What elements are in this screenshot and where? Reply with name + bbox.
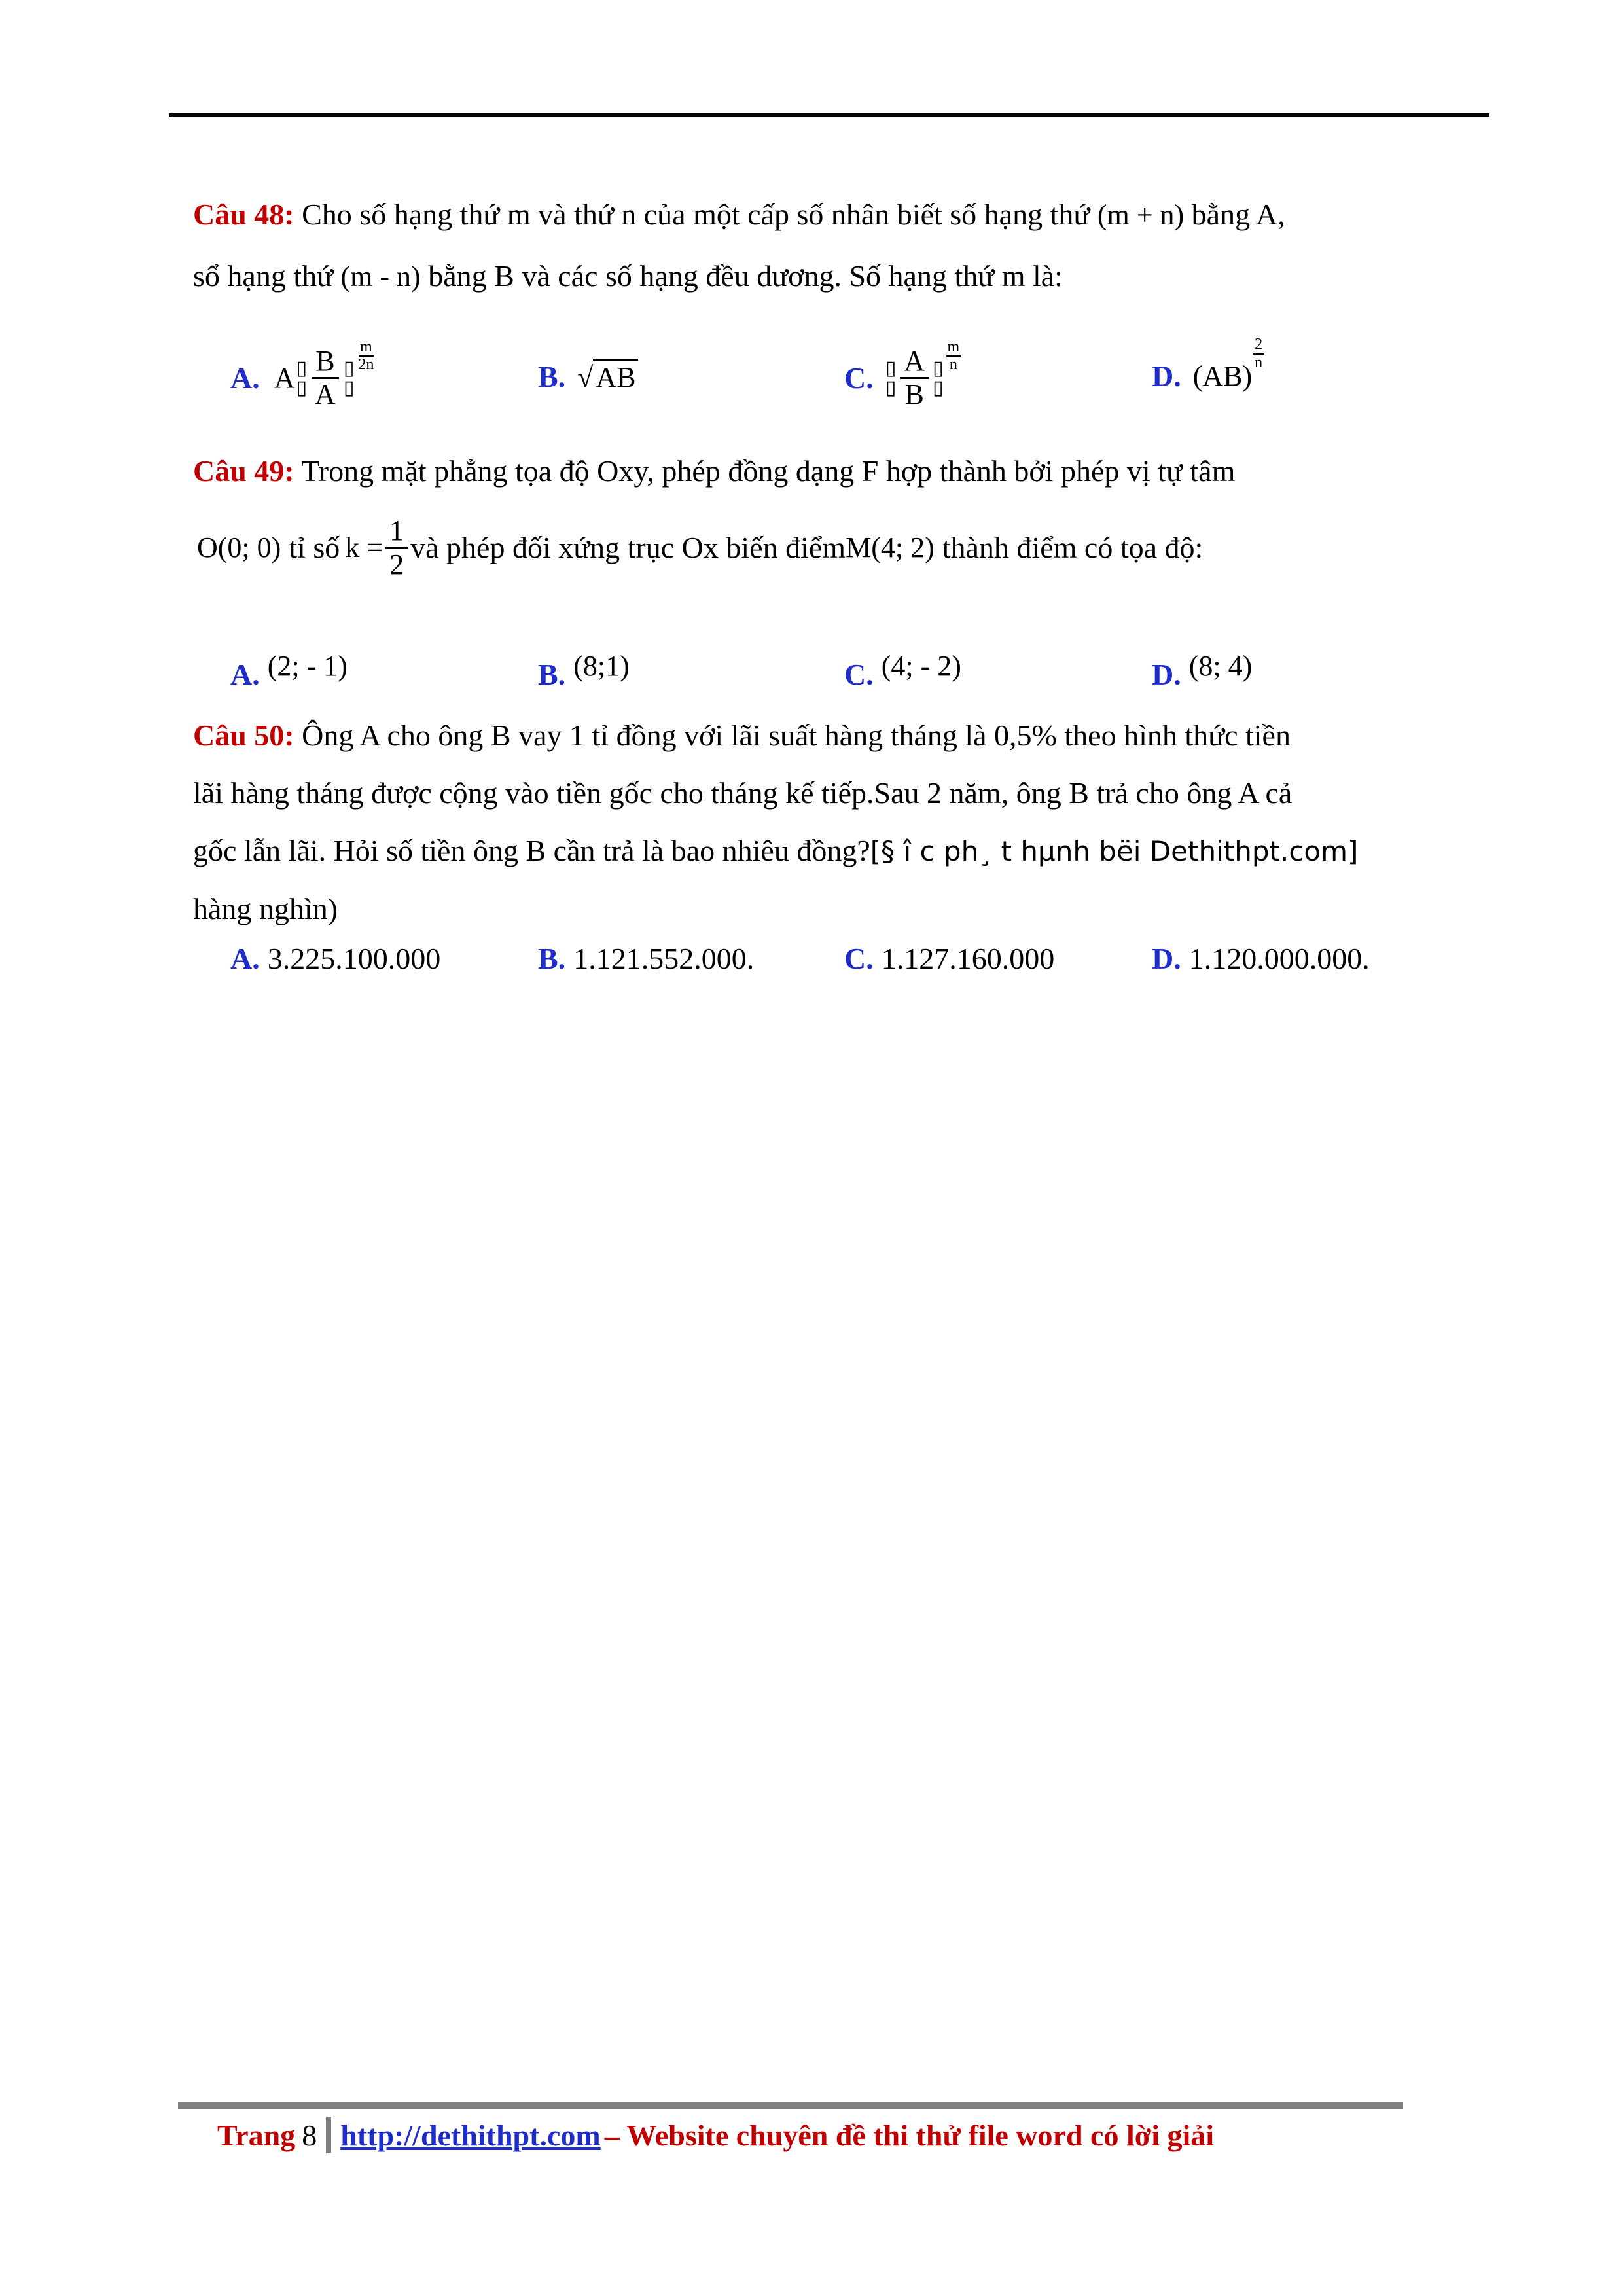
option-label: A. — [230, 658, 260, 691]
option-value: 1.120.000.000. — [1188, 942, 1370, 975]
fraction-numerator: B — [312, 346, 338, 379]
question-text: và phép đối xứng trục Ox biến điểm — [410, 531, 846, 565]
option-label: A. — [230, 942, 260, 975]
question-text: gốc lẫn lãi. Hỏi số tiền ông B cần trả là bao nhiêu đồng? — [193, 834, 870, 867]
option-value: 1.121.552.000. — [573, 942, 755, 975]
footer-separator — [326, 2117, 331, 2153]
option-label: D. — [1152, 359, 1181, 393]
fraction — [900, 346, 929, 411]
exponent-numerator: m — [359, 339, 374, 357]
fraction-denominator: B — [904, 378, 924, 411]
option-value: (4; - 2) — [881, 650, 961, 682]
question-text: Cho số hạng thứ m và thứ n của một cấp số nhân biết số hạng thứ — [294, 198, 1097, 231]
question-text: Ông A cho ông B vay 1 tỉ đồng với lãi suất hàng tháng là 0,5% theo hình thức tiền — [294, 719, 1291, 752]
question-label: Câu 48: — [193, 198, 294, 231]
option-label: B. — [538, 658, 566, 691]
question-label: Câu 49: — [193, 454, 294, 488]
option-label: C. — [844, 942, 874, 975]
question-text: tỉ số — [289, 531, 340, 565]
option-c[interactable] — [844, 941, 1054, 976]
option-d[interactable] — [1152, 640, 1252, 692]
right-bracket-icon: ▯ ▯ — [933, 357, 944, 399]
exponent-denominator: n — [949, 355, 957, 373]
question-48 — [193, 196, 1417, 295]
option-c[interactable] — [844, 640, 961, 692]
left-bracket-icon: ▯ ▯ — [296, 357, 308, 399]
fraction-numerator: 1 — [385, 515, 408, 548]
exponent-numerator: 2 — [1253, 336, 1264, 354]
right-bracket-icon: ▯ ▯ — [343, 357, 355, 399]
option-a[interactable] — [230, 941, 440, 976]
question-text: bằng B và các số hạng đều dương. Số hạng thứ m là: — [420, 259, 1063, 293]
watermark-text: [§ î c ph¸ t hµnh bëi Dethithpt.com] — [870, 835, 1359, 867]
option-b[interactable] — [538, 640, 630, 692]
footer-tagline: – Website chuyên đề thi thử file word có lời giải — [604, 2118, 1215, 2152]
fraction — [311, 346, 340, 411]
option-label: B. — [538, 359, 566, 393]
math-expression: k = — [345, 531, 383, 564]
question-50 — [193, 707, 1417, 938]
left-bracket-icon: ▯ ▯ — [885, 357, 897, 399]
option-label: C. — [844, 658, 874, 691]
fraction-denominator: 2 — [389, 548, 404, 581]
exponent-denominator: n — [1255, 353, 1263, 371]
option-value: (8; 4) — [1188, 650, 1253, 682]
question-text: Trong mặt phẳng tọa độ Oxy, phép đồng dạng F hợp thành bởi phép vị tự tâm — [294, 454, 1236, 488]
fraction-numerator: A — [900, 346, 929, 379]
option-value: 3.225.100.000 — [267, 942, 441, 975]
fraction — [385, 515, 408, 581]
exponent — [357, 339, 375, 373]
radical-icon: √ — [577, 361, 594, 393]
question-text: thành điểm có tọa độ: — [942, 531, 1204, 565]
exponent — [1253, 336, 1264, 370]
question-text: sổ hạng thứ — [193, 259, 341, 293]
page-footer — [217, 2117, 1214, 2153]
exponent-denominator: 2n — [358, 355, 374, 373]
radicand: AB — [593, 359, 638, 394]
exponent-numerator: m — [946, 339, 961, 357]
option-a[interactable] — [230, 338, 375, 411]
question-text: lãi hàng tháng được cộng vào tiền gốc cho tháng kế tiếp.Sau 2 năm, ông B trả cho ông A cả — [193, 776, 1293, 810]
option-b[interactable] — [538, 941, 754, 976]
option-value: 1.127.160.000 — [881, 942, 1055, 975]
option-a[interactable] — [230, 640, 348, 692]
question-text: hàng nghìn) — [193, 892, 338, 925]
question-49 — [193, 453, 1417, 581]
option-c[interactable] — [844, 338, 961, 411]
option-b[interactable] — [538, 359, 638, 394]
math-expression: (m - n) — [340, 260, 421, 293]
footer-page-label: Trang — [217, 2118, 296, 2152]
footer-page-number: 8 — [302, 2118, 317, 2152]
fraction-denominator: A — [315, 378, 336, 411]
footer-rule — [178, 2102, 1403, 2109]
square-root — [577, 359, 638, 394]
option-d[interactable] — [1152, 941, 1370, 976]
option-label: B. — [538, 942, 566, 975]
math-expression: O(0; 0) — [197, 531, 281, 564]
option-label: C. — [844, 361, 874, 395]
option-label: A. — [230, 361, 260, 395]
exponent — [946, 339, 961, 373]
option-d[interactable] — [1152, 336, 1264, 393]
header-rule — [169, 113, 1489, 117]
option-base: A — [274, 362, 295, 395]
footer-website-link[interactable]: http://dethithpt.com — [340, 2118, 601, 2152]
option-value: (2; - 1) — [267, 650, 348, 682]
option-value: (8;1) — [573, 650, 630, 682]
math-expression: (m + n) — [1097, 199, 1185, 231]
question-text: bằng A, — [1184, 198, 1285, 231]
question-label: Câu 50: — [193, 719, 294, 752]
option-label: D. — [1152, 942, 1181, 975]
option-base: (AB) — [1192, 360, 1253, 392]
option-label: D. — [1152, 658, 1181, 691]
math-expression: M(4; 2) — [846, 531, 935, 564]
